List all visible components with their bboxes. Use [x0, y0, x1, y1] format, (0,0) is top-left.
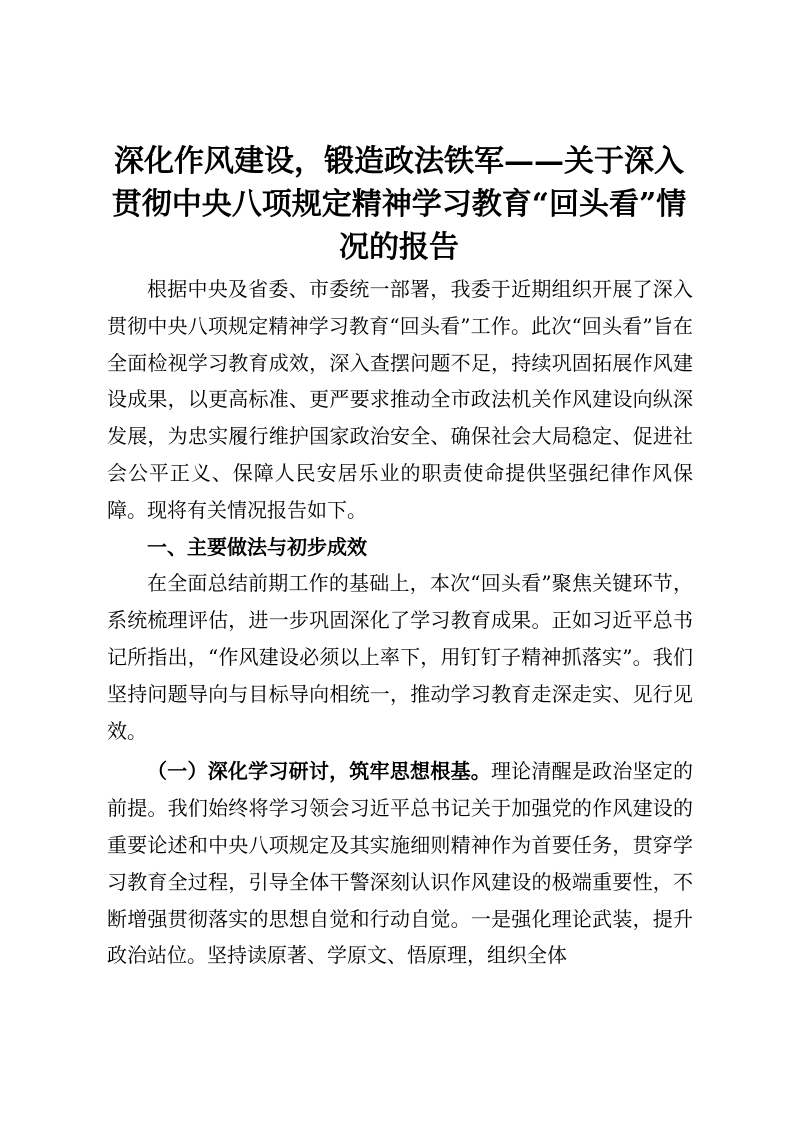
subsection-1-heading: （一）深化学习研讨，筑牢思想根基。 — [147, 759, 491, 784]
section1-intro-paragraph: 在全面总结前期工作的基础上，本次“回头看”聚焦关键环节，系统梳理评估，进一步巩固深化了学习教育成果。正如习近平总书记所指出，“作风建设必须以上率下，用钉钉子精神抓落实”。我们坚持问题导向与目标导向相统一，推动学习教育走深走实、见行见效。 — [107, 571, 693, 743]
subsection-1-paragraph — [107, 753, 693, 974]
document-title: 深化作风建设，锻造政法铁军——关于深入贯彻中央八项规定精神学习教育“回头看”情况的报告 — [111, 144, 687, 265]
section-heading-1: 一、主要做法与初步成效 — [147, 534, 367, 559]
document-body — [107, 271, 693, 974]
intro-paragraph: 根据中央及省委、市委统一部署，我委于近期组织开展了深入贯彻中央八项规定精神学习教育“回头看”工作。此次“回头看”旨在全面检视学习教育成效，深入查摆问题不足，持续巩固拓展作风建设成果，以更高标准、更严要求推动全市政法机关作风建设向纵深发展，为忠实履行维护国家政治安全、确保社会大局稳定、促进社会公平正义、保障人民安居乐业的职责使命提供坚强纪律作风保障。现将有关情况报告如下。 — [107, 277, 693, 522]
subsection-1-text: 理论清醒是政治坚定的前提。我们始终将学习领会习近平总书记关于加强党的作风建设的重要论述和中央八项规定及其实施细则精神作为首要任务，贯穿学习教育全过程，引导全体干警深刻认识作风建设的极端重要性，不断增强贯彻落实的思想自觉和行动自觉。一是强化理论武装，提升政治站位。坚持读原著、学原文、悟原理，组织全体 — [107, 759, 694, 968]
